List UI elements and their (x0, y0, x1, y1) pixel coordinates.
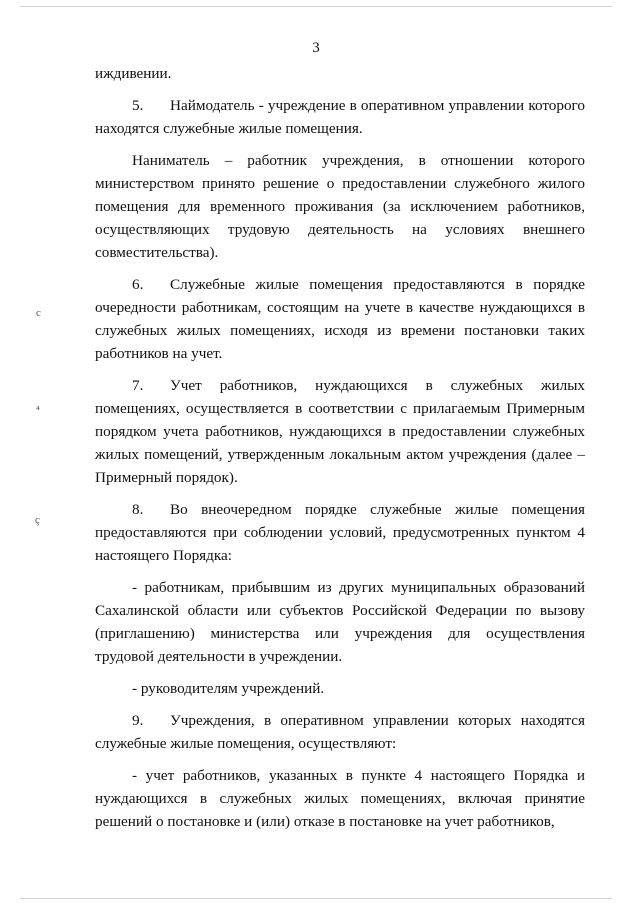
paragraph-item-7 (95, 374, 585, 489)
paragraph-item-5 (95, 94, 585, 140)
paragraph-text: Служебные жилые помещения предоставляются в порядке очередности работникам, состоящим на учете в качестве нуждающихся в служебных жилых помещениях, исходя из времени постановки таких работников на учет. (95, 276, 585, 362)
scan-edge-top (20, 6, 612, 7)
paragraph-text: Наниматель – работник учреждения, в отношении которого министерством принято решение о предоставлении служебного жилого помещения для временного проживания (за исключением работников, осуществляющих трудовую деятельность на условиях внешнего совместительства). (95, 152, 585, 261)
paragraph-text: Учет работников, нуждающихся в служебных жилых помещениях, осуществляется в соответствии с прилагаемым Примерным порядком учета работников, нуждающихся в предоставлении служебных жилых помещений, утвержденным локальным актом учреждения (далее – Примерный порядок). (95, 377, 585, 486)
paragraph-text: иждивении. (95, 65, 172, 82)
margin-mark: ⁴ (36, 404, 40, 416)
paragraph-text: - работникам, прибывшим из других муниципальных образований Сахалинской области или субъектов Российской Федерации по вызову (приглашению) министерства или учреждения для осуществления трудовой деятельности в учреждении. (95, 579, 585, 665)
paragraph-text: Учреждения, в оперативном управлении которых находятся служебные жилые помещения, осуществляют: (95, 712, 585, 752)
page-number: 3 (312, 40, 320, 56)
list-item-workers (95, 576, 585, 668)
paragraph-item-6 (95, 273, 585, 365)
paragraph-continuation (95, 62, 585, 85)
paragraph-text: Во внеочередном порядке служебные жилые помещения предоставляются при соблюдении условий, предусмотренных пунктом 4 настоящего Порядка: (95, 501, 585, 564)
paragraph-number: 5. (132, 97, 144, 114)
list-item-registration (95, 764, 585, 833)
paragraph-text: - руководителям учреждений. (132, 680, 325, 697)
scan-edge-bottom (20, 898, 612, 899)
document-body (95, 62, 585, 833)
paragraph-text: - учет работников, указанных в пункте 4 настоящего Порядка и нуждающихся в служебных жилых помещениях, включая принятие решений о постановке и (или) отказе в постановке на учет работников, (95, 767, 585, 830)
paragraph-number: 7. (132, 377, 144, 394)
margin-mark: c (36, 307, 41, 319)
paragraph-item-9 (95, 709, 585, 755)
paragraph-item-8 (95, 498, 585, 567)
paragraph-tenant-definition (95, 149, 585, 264)
paragraph-number: 8. (132, 501, 144, 518)
margin-mark: ç (35, 514, 40, 526)
paragraph-number: 9. (132, 712, 144, 729)
paragraph-number: 6. (132, 276, 144, 293)
paragraph-text: Наймодатель - учреждение в оперативном управлении которого находятся служебные жилые помещения. (95, 97, 585, 137)
list-item-heads (95, 677, 585, 700)
